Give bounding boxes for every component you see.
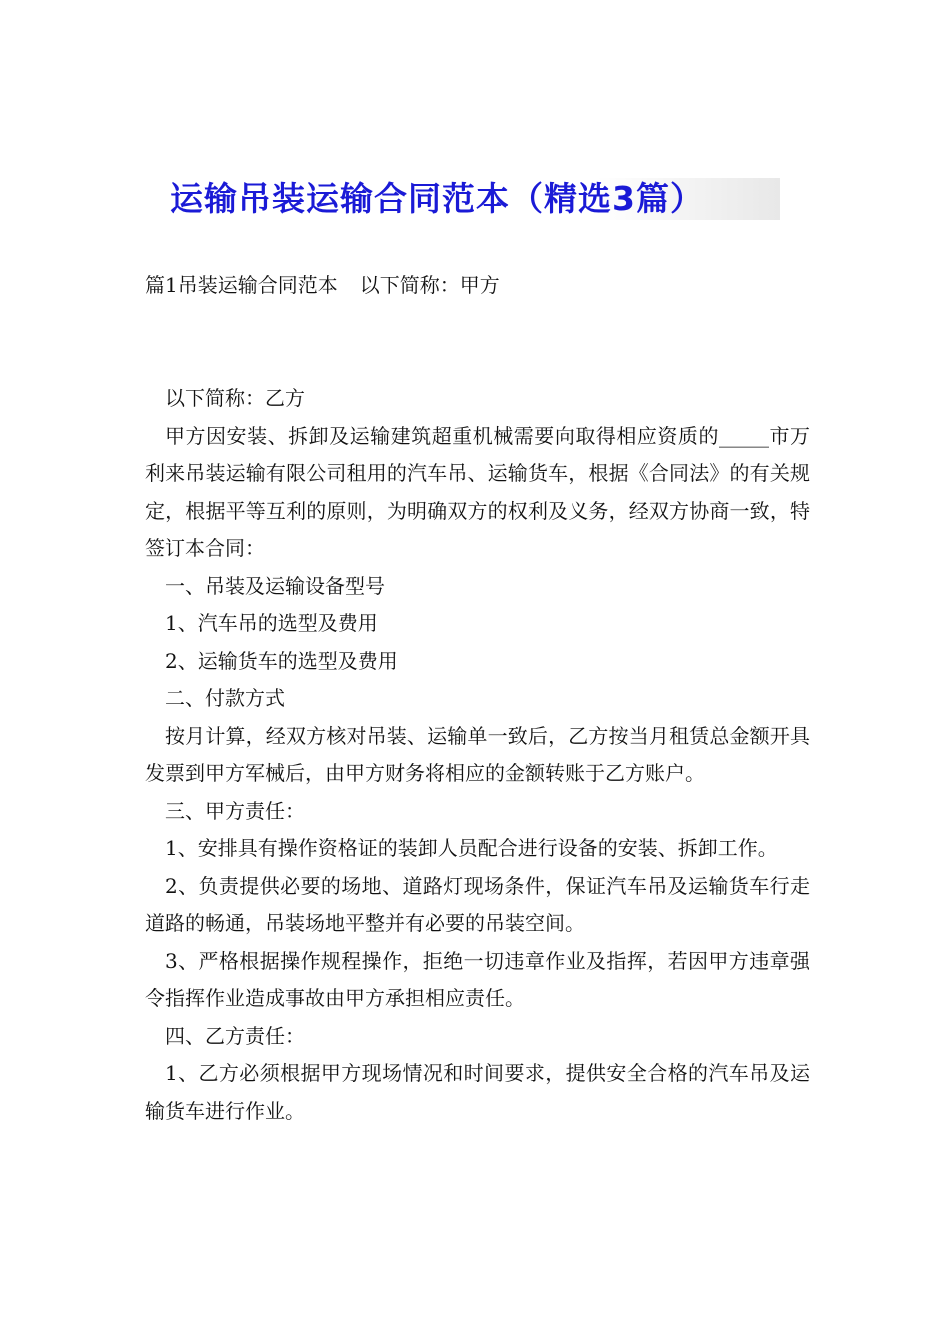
party-a-label: 以下简称：甲方 <box>359 273 500 297</box>
paragraph: 甲方因安装、拆卸及运输建筑超重机械需要向取得相应资质的_____市万利来吊装运输有限公司租用的汽车吊、运输货车，根据《合同法》的有关规定，根据平等互利的原则，为明确双方的权利及义务，经双方协商一致，特签订本合同： <box>145 423 810 560</box>
contract-body <box>145 380 810 1130</box>
paragraph: 三、甲方责任： <box>165 798 305 823</box>
paragraph: 四、乙方责任： <box>165 1023 305 1048</box>
paragraph: 二、付款方式 <box>165 686 285 710</box>
section-heading-line <box>145 270 500 300</box>
document-title: 运输吊装运输合同范本（精选3篇） <box>170 179 704 218</box>
paragraph: 2、运输货车的选型及费用 <box>165 648 398 673</box>
paragraph: 3、严格根据操作规程操作，拒绝一切违章作业及指挥，若因甲方违章强令指挥作业造成事故由甲方承担相应责任。 <box>145 948 810 1010</box>
paragraph: 1、乙方必须根据甲方现场情况和时间要求，提供安全合格的汽车吊及运输货车进行作业。 <box>145 1061 810 1123</box>
paragraph: 以下简称：乙方 <box>165 386 305 410</box>
section-heading: 篇1吊装运输合同范本 <box>145 273 338 297</box>
paragraph: 1、汽车吊的选型及费用 <box>165 611 378 635</box>
paragraph: 按月计算，经双方核对吊装、运输单一致后，乙方按当月租赁总金额开具发票到甲方军械后，由甲方财务将相应的金额转账于乙方账户。 <box>145 723 810 785</box>
paragraph: 2、负责提供必要的场地、道路灯现场条件，保证汽车吊及运输货车行走道路的畅通，吊装场地平整并有必要的吊装空间。 <box>145 873 810 935</box>
paragraph: 一、吊装及运输设备型号 <box>165 573 385 598</box>
paragraph: 1、安排具有操作资格证的装卸人员配合进行设备的安装、拆卸工作。 <box>165 836 778 860</box>
